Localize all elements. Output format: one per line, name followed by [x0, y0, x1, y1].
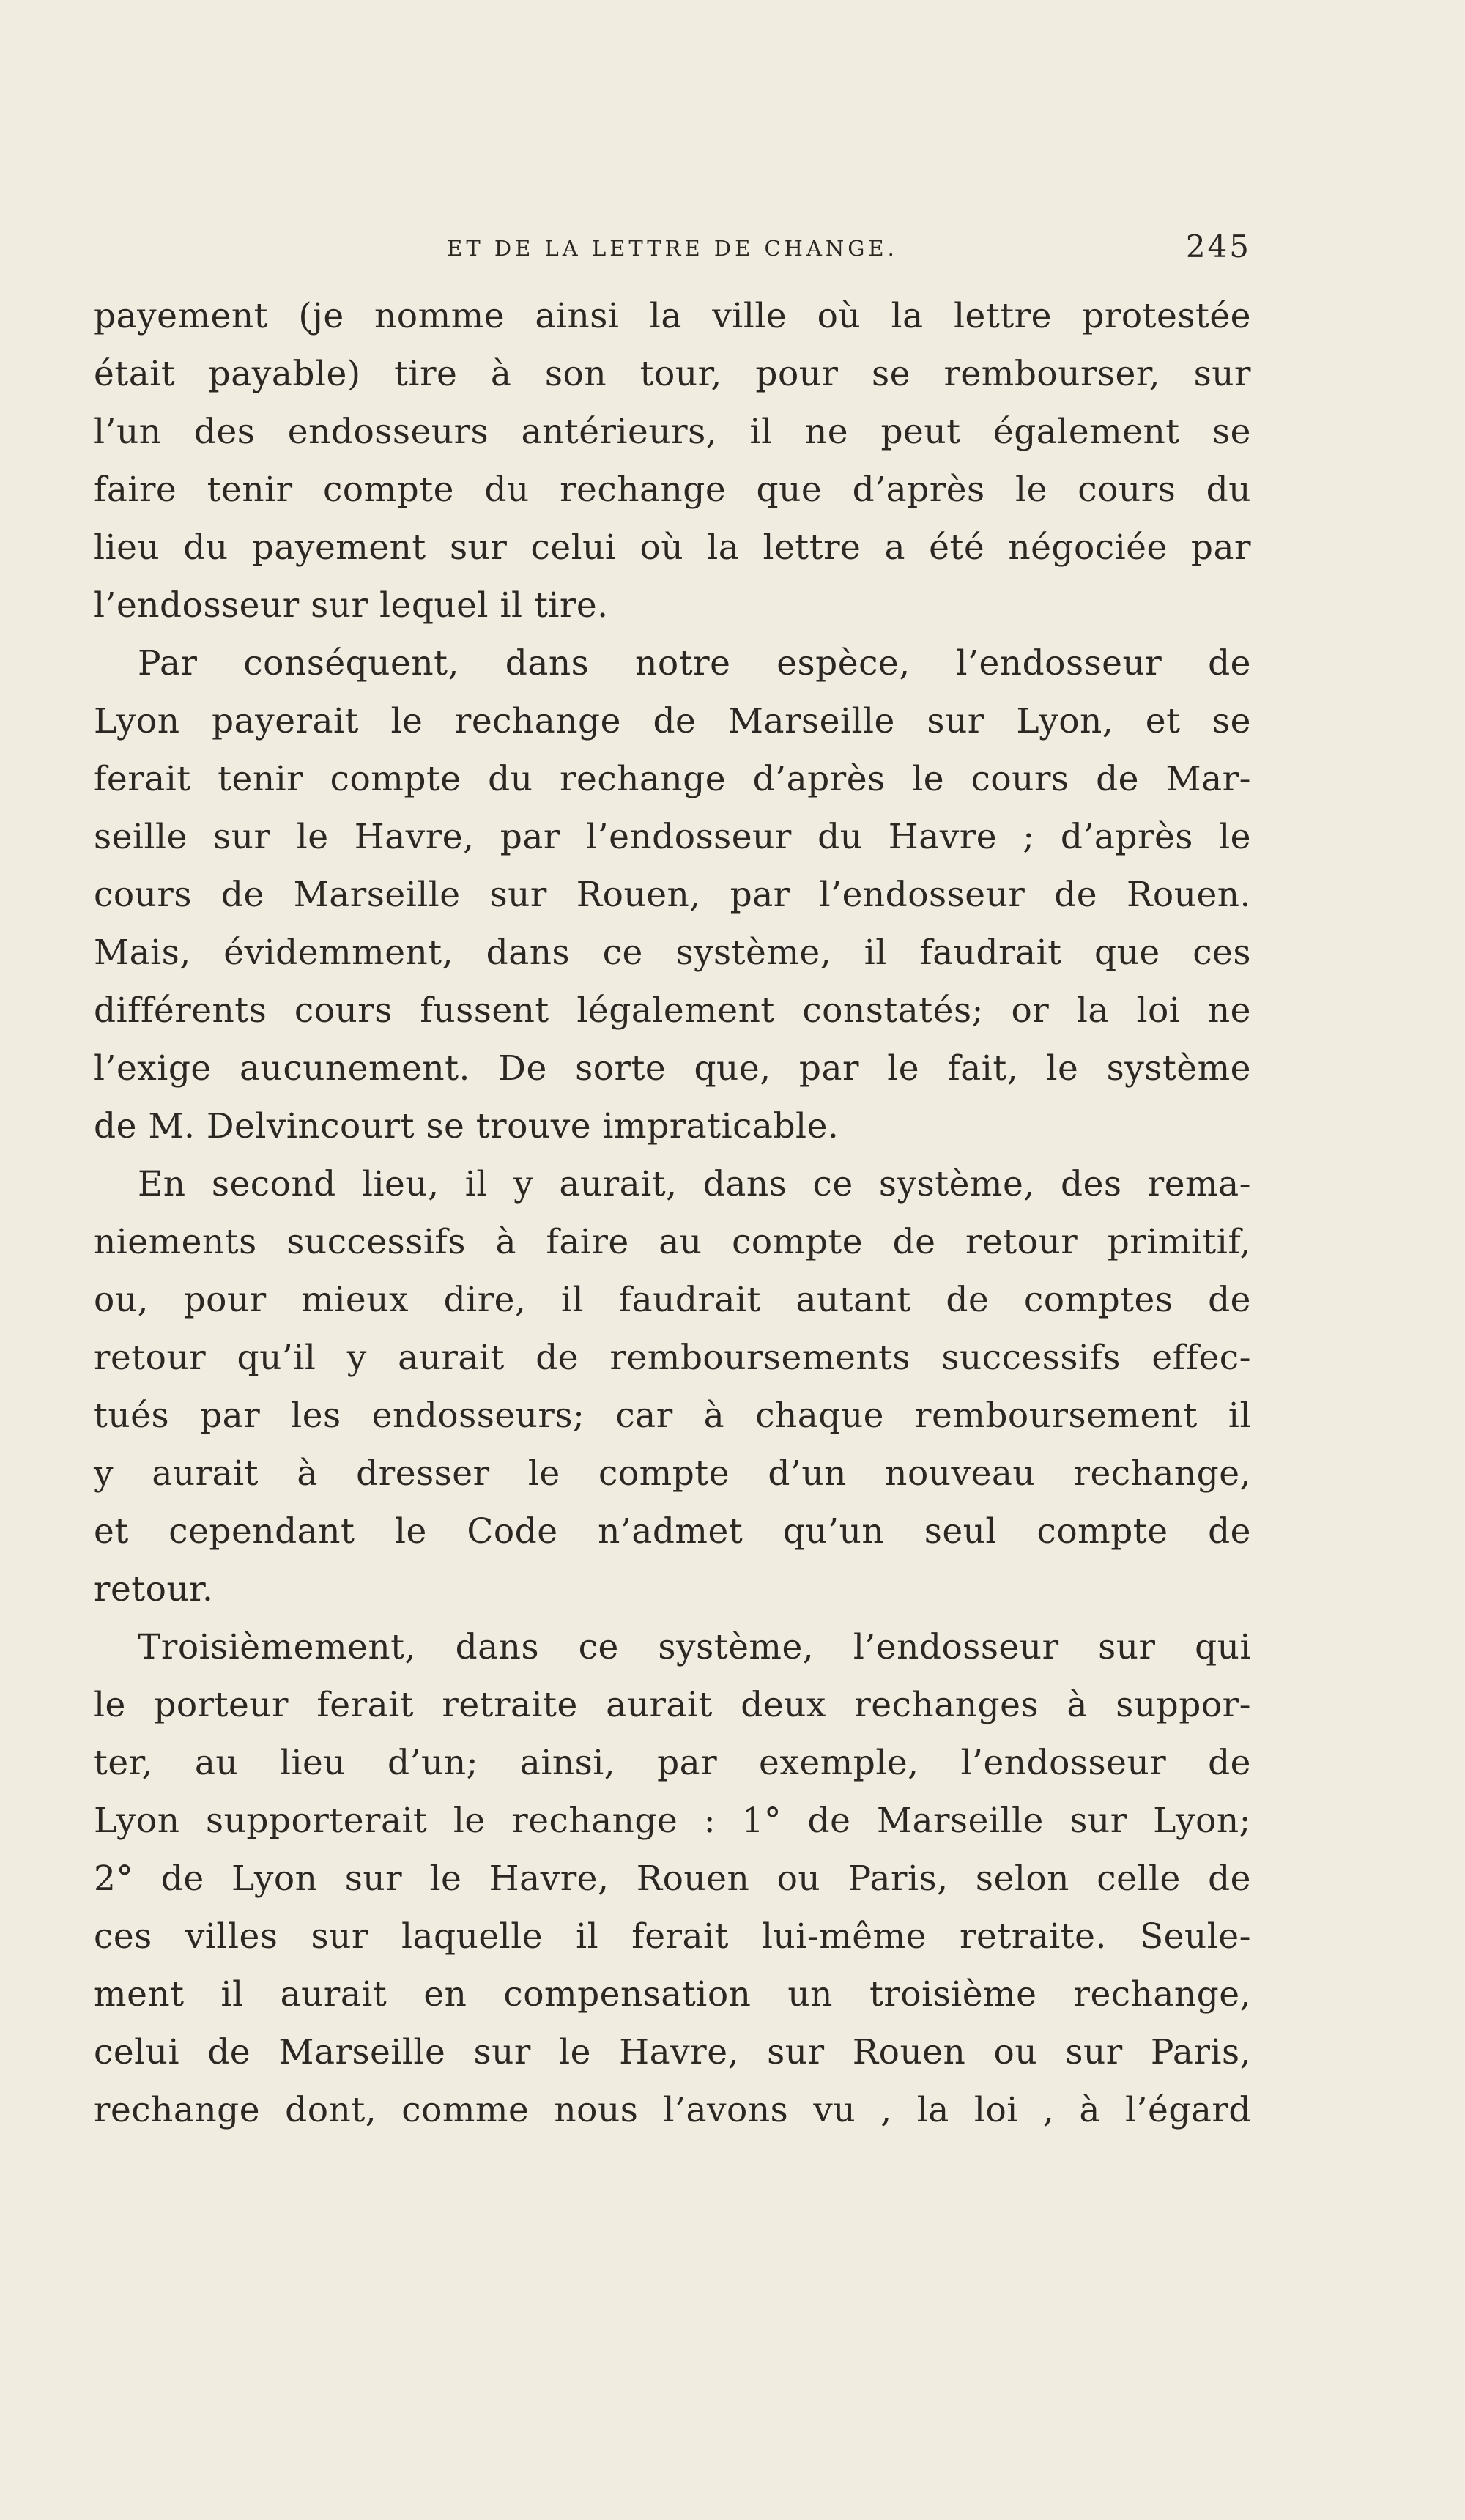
text-line: lieu du payement sur celui où la lettre a été négociée par — [94, 527, 1251, 568]
text-line: Lyon payerait le rechange de Marseille sur Lyon, et se — [94, 701, 1251, 741]
text-line: y aurait à dresser le compte d’un nouveau rechange, — [94, 1453, 1251, 1494]
text-line: le porteur ferait retraite aurait deux rechanges à suppor- — [94, 1685, 1251, 1725]
page-header — [94, 226, 1251, 270]
text-line: retour. — [94, 1569, 214, 1609]
running-title: ET DE LA LETTRE DE CHANGE. — [447, 236, 898, 261]
text-line: ment il aurait en compensation un troisième rechange, — [94, 1974, 1251, 2015]
text-line: rechange dont, comme nous l’avons vu , la loi , à l’égard — [94, 2090, 1251, 2130]
text-line: niements successifs à faire au compte de retour primitif, — [94, 1222, 1251, 1262]
paragraph-start-line: Par conséquent, dans notre espèce, l’endosseur de — [138, 643, 1251, 683]
text-line: payement (je nomme ainsi la ville où la lettre protestée — [94, 296, 1251, 336]
text-line: faire tenir compte du rechange que d’après le cours du — [94, 470, 1251, 510]
text-line: 2° de Lyon sur le Havre, Rouen ou Paris, selon celle de — [94, 1858, 1251, 1899]
text-line: retour qu’il y aurait de remboursements successifs effec- — [94, 1338, 1251, 1378]
text-line: de M. Delvincourt se trouve impraticable. — [94, 1106, 839, 1146]
text-line: cours de Marseille sur Rouen, par l’endosseur de Rouen. — [94, 875, 1251, 915]
text-line: celui de Marseille sur le Havre, sur Rouen ou sur Paris, — [94, 2032, 1251, 2072]
text-line: était payable) tire à son tour, pour se rembourser, sur — [94, 354, 1251, 394]
text-line: et cependant le Code n’admet qu’un seul compte de — [94, 1511, 1251, 1552]
text-line: ces villes sur laquelle il ferait lui-même retraite. Seule- — [94, 1916, 1251, 1957]
text-line: différents cours fussent légalement constatés; or la loi ne — [94, 990, 1251, 1031]
text-line: ferait tenir compte du rechange d’après le cours de Mar- — [94, 759, 1251, 799]
paragraph-start-line: Troisièmement, dans ce système, l’endosseur sur qui — [138, 1627, 1251, 1667]
text-line: l’endosseur sur lequel il tire. — [94, 585, 609, 626]
text-line: tués par les endosseurs; car à chaque remboursement il — [94, 1396, 1251, 1436]
text-line: ou, pour mieux dire, il faudrait autant de comptes de — [94, 1280, 1251, 1320]
text-line: Lyon supporterait le rechange : 1° de Marseille sur Lyon; — [94, 1801, 1251, 1841]
text-line: l’un des endosseurs antérieurs, il ne peut également se — [94, 412, 1251, 452]
text-line: Mais, évidemment, dans ce système, il faudrait que ces — [94, 933, 1251, 973]
paragraph-start-line: En second lieu, il y aurait, dans ce système, des rema- — [138, 1164, 1251, 1204]
text-line: l’exige aucunement. De sorte que, par le fait, le système — [94, 1048, 1251, 1089]
page-number: 245 — [1185, 229, 1251, 264]
text-line: ter, au lieu d’un; ainsi, par exemple, l’endosseur de — [94, 1743, 1251, 1783]
text-line: seille sur le Havre, par l’endosseur du Havre ; d’après le — [94, 817, 1251, 857]
